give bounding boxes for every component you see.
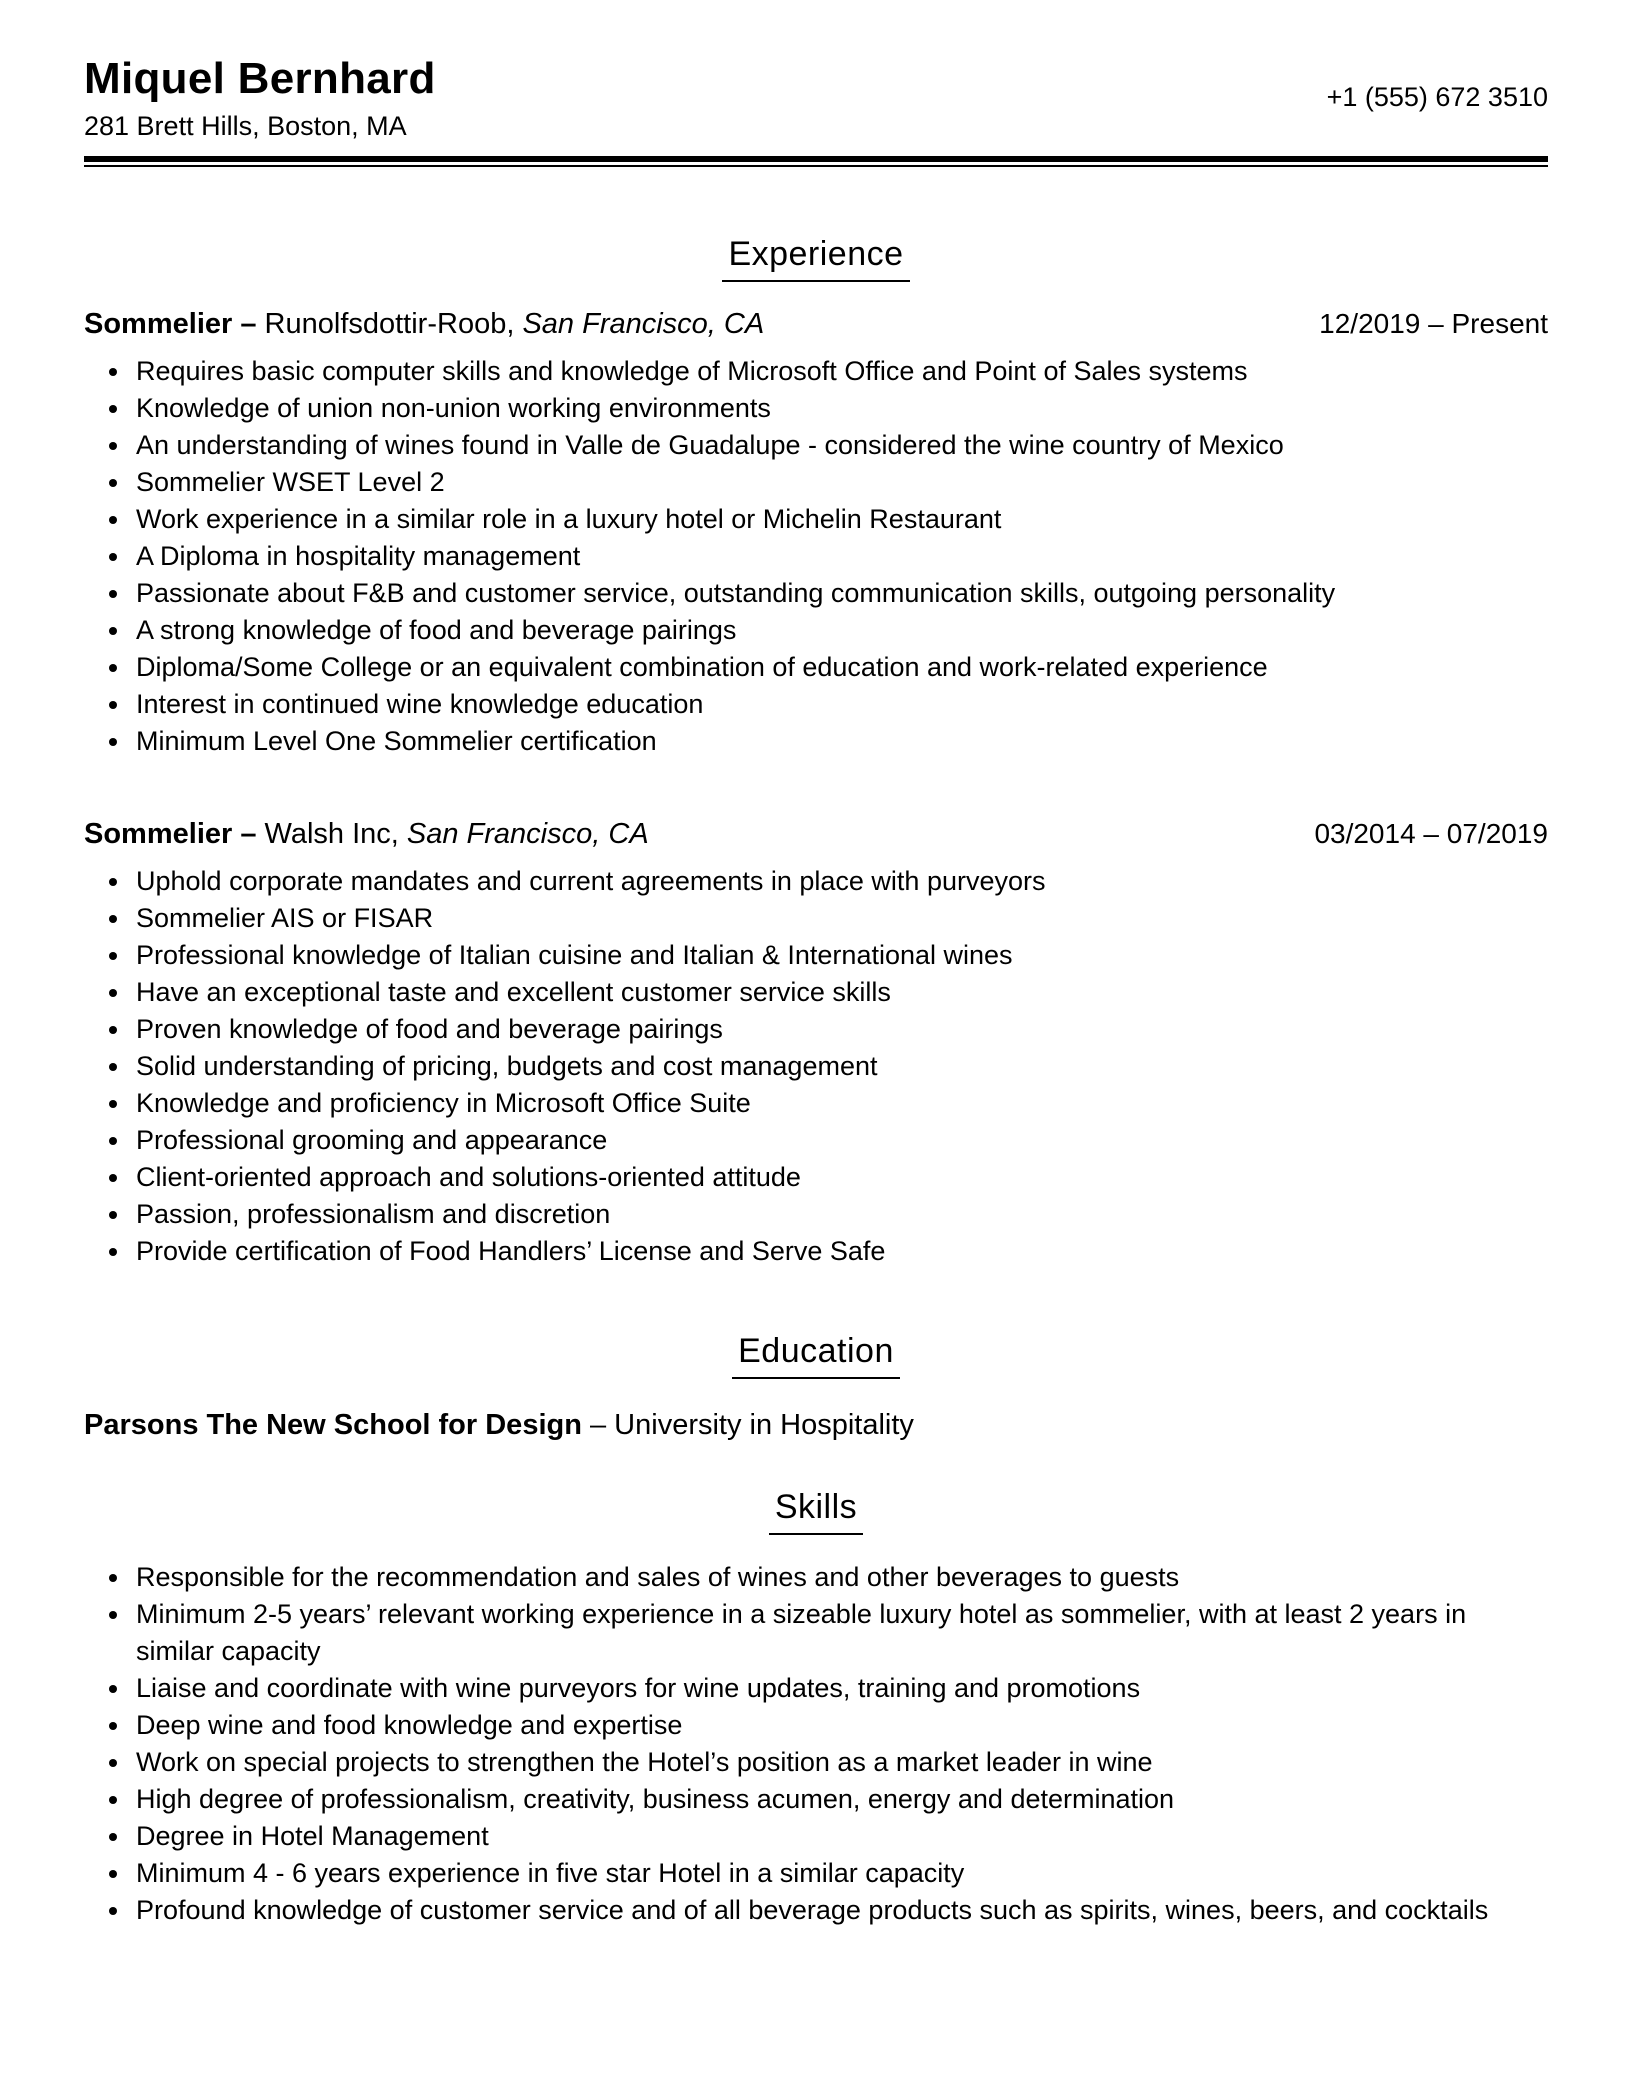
experience-bullet: • Knowledge of union non-union working environments [132,390,1548,427]
job-entry-1-bullets [84,353,1548,760]
job-role: Sommelier – [84,307,257,340]
job-dates: 03/2014 – 07/2019 [1314,817,1548,849]
job-role: Sommelier – [84,817,257,850]
experience-bullet: • Provide certification of Food Handlers’ License and Serve Safe [132,1233,1548,1270]
candidate-address: 281 Brett Hills, Boston, MA [84,110,407,141]
education-section [84,1332,1548,1442]
skill-bullet: • Liaise and coordinate with wine purveyors for wine updates, training and promotions [132,1670,1548,1707]
job-location: San Francisco, CA [514,307,765,340]
experience-bullet: • Have an exceptional taste and excellent customer service skills [132,974,1548,1011]
job-entry-2-header [84,818,1548,851]
job-entry-2-title [84,818,649,851]
education-title-text: Education [732,1332,900,1379]
experience-bullet: • Professional knowledge of Italian cuisine and Italian & International wines [132,937,1548,974]
header-identity [84,54,436,142]
experience-bullet: • Uphold corporate mandates and current agreements in place with purveyors [132,863,1548,900]
skill-bullet: • Responsible for the recommendation and sales of wines and other beverages to guests [132,1559,1548,1596]
skill-bullet: • High degree of professionalism, creativity, business acumen, energy and determination [132,1781,1548,1818]
experience-bullet: • Solid understanding of pricing, budgets and cost management [132,1048,1548,1085]
skill-bullet: • Minimum 2-5 years’ relevant working experience in a sizeable luxury hotel as sommelier, with at least 2 years in similar capacity [132,1596,1548,1670]
experience-bullet: • Proven knowledge of food and beverage pairings [132,1011,1548,1048]
education-section-title [84,1332,1548,1379]
experience-bullet: • Work experience in a similar role in a luxury hotel or Michelin Restaurant [132,501,1548,538]
experience-title-text: Experience [722,235,909,282]
skills-section-title [84,1488,1548,1535]
skill-bullet: • Work on special projects to strengthen the Hotel’s position as a market leader in wine [132,1744,1548,1781]
job-entry-1-title [84,308,764,341]
skills-section [84,1488,1548,1929]
experience-bullet: • Passion, professionalism and discretion [132,1196,1548,1233]
experience-bullet: • Interest in continued wine knowledge education [132,686,1548,723]
education-detail: – University in Hospitality [581,1408,914,1441]
skills-bullets [84,1559,1548,1929]
experience-bullet: • Knowledge and proficiency in Microsoft Office Suite [132,1085,1548,1122]
job-entry-2-bullets [84,863,1548,1270]
experience-bullet: • An understanding of wines found in Valle de Guadalupe - considered the wine country of Mexico [132,427,1548,464]
candidate-phone: +1 (555) 672 3510 [1326,82,1548,113]
job-entry-2 [84,818,1548,1270]
experience-bullet: • Minimum Level One Sommelier certification [132,723,1548,760]
job-dates: 12/2019 – Present [1319,307,1548,339]
experience-bullet: • Requires basic computer skills and knowledge of Microsoft Office and Point of Sales systems [132,353,1548,390]
skill-bullet: • Profound knowledge of customer service and of all beverage products such as spirits, wines, beers, and cocktails [132,1892,1548,1929]
skill-bullet: • Minimum 4 - 6 years experience in five star Hotel in a similar capacity [132,1855,1548,1892]
experience-section-title [84,235,1548,282]
education-entry [84,1409,1548,1442]
education-school: Parsons The New School for Design [84,1408,582,1441]
experience-bullet: • A Diploma in hospitality management [132,538,1548,575]
experience-bullet: • Sommelier AIS or FISAR [132,900,1548,937]
resume-header [84,54,1548,142]
job-entry-1 [84,308,1548,760]
header-divider [84,156,1548,167]
experience-bullet: • Sommelier WSET Level 2 [132,464,1548,501]
experience-bullet: • Client-oriented approach and solutions-oriented attitude [132,1159,1548,1196]
skill-bullet: • Deep wine and food knowledge and expertise [132,1707,1548,1744]
experience-bullet: • Diploma/Some College or an equivalent combination of education and work-related experience [132,649,1548,686]
job-company: Walsh Inc, [256,817,399,850]
job-company: Runolfsdottir-Roob, [256,307,515,340]
candidate-name: Miquel Bernhard [84,54,436,103]
skill-bullet: • Degree in Hotel Management [132,1818,1548,1855]
experience-section [84,235,1548,1270]
experience-bullet: • A strong knowledge of food and beverage pairings [132,612,1548,649]
experience-bullet: • Professional grooming and appearance [132,1122,1548,1159]
skills-title-text: Skills [769,1488,863,1535]
job-location: San Francisco, CA [398,817,649,850]
experience-bullet: • Passionate about F&B and customer service, outstanding communication skills, outgoing personality [132,575,1548,612]
job-entry-1-header [84,308,1548,341]
